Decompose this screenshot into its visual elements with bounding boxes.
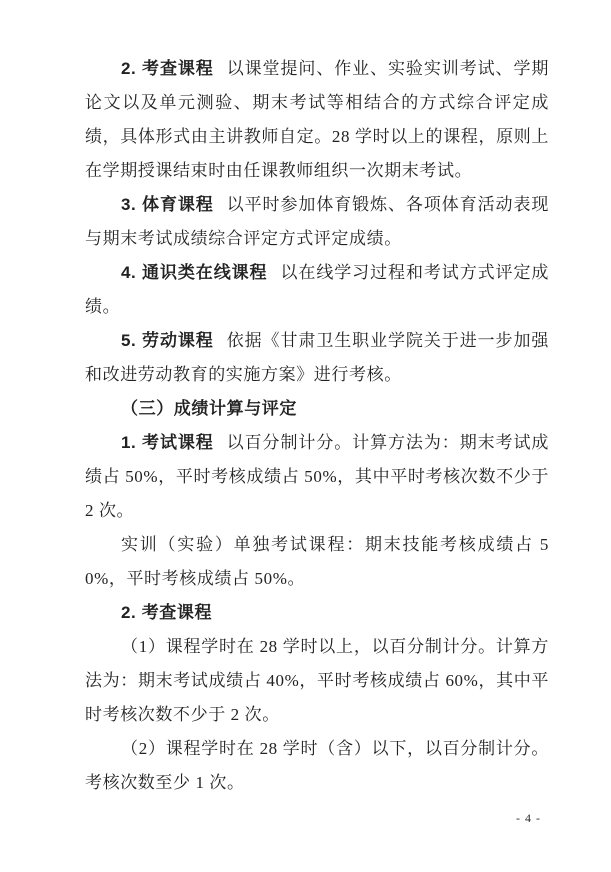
- paragraph-text: 以课堂提问、作业、实验实训考试、学期论文以及单元测验、期末考试等相结合的方式综合评定成绩，具体形式由主讲教师自定。28 学时以上的课程，原则上在学期授课结束时由任课教师组织一次期末考试。: [85, 59, 549, 180]
- paragraph-text: 以百分制计分。计算方法为：期末考试成绩占 50%，平时考核成绩占 50%，其中平时考核次数不少于 2 次。: [85, 433, 549, 520]
- body-paragraph: [85, 630, 549, 732]
- paragraph-text: （2）课程学时在 28 学时（含）以下，以百分制计分。考核次数至少 1 次。: [85, 739, 549, 792]
- page-number-label: - 4 -: [516, 811, 541, 825]
- paragraph-text: 实训（实验）单独考试课程：期末技能考核成绩占 50%，平时考核成绩占 50%。: [85, 535, 549, 588]
- section-subheading: [85, 392, 549, 426]
- body-paragraph: [85, 426, 549, 528]
- paragraph-text: 依据《甘肃卫生职业学院关于进一步加强和改进劳动教育的实施方案》进行考核。: [85, 331, 549, 384]
- paragraph-text: 2. 考查课程: [121, 603, 213, 622]
- paragraph-text: （三）成绩计算与评定: [121, 399, 297, 418]
- paragraph-lead: 2. 考查课程: [121, 59, 214, 78]
- paragraph-text: （1）课程学时在 28 学时以上，以百分制计分。计算方法为：期末考试成绩占 40%，平时考核成绩占 60%，其中平时考核次数不少于 2 次。: [85, 637, 549, 724]
- paragraph-lead: 3. 体育课程: [121, 195, 214, 214]
- paragraph-lead: 4. 通识类在线课程: [121, 263, 268, 282]
- paragraph-text: 以在线学习过程和考试方式评定成绩。: [85, 263, 549, 316]
- body-paragraph: [85, 52, 549, 188]
- body-paragraph: [85, 256, 549, 324]
- bold-heading: [85, 596, 549, 630]
- body-paragraph: [85, 528, 549, 596]
- paragraph-lead: 1. 考试课程: [121, 433, 214, 452]
- paragraph-lead: 5. 劳动课程: [121, 331, 214, 350]
- body-paragraph: [85, 324, 549, 392]
- body-paragraph: [85, 732, 549, 800]
- paragraph-text: 以平时参加体育锻炼、各项体育活动表现与期末考试成绩综合评定方式评定成绩。: [85, 195, 549, 248]
- body-paragraph: [85, 188, 549, 256]
- document-body: [85, 52, 549, 800]
